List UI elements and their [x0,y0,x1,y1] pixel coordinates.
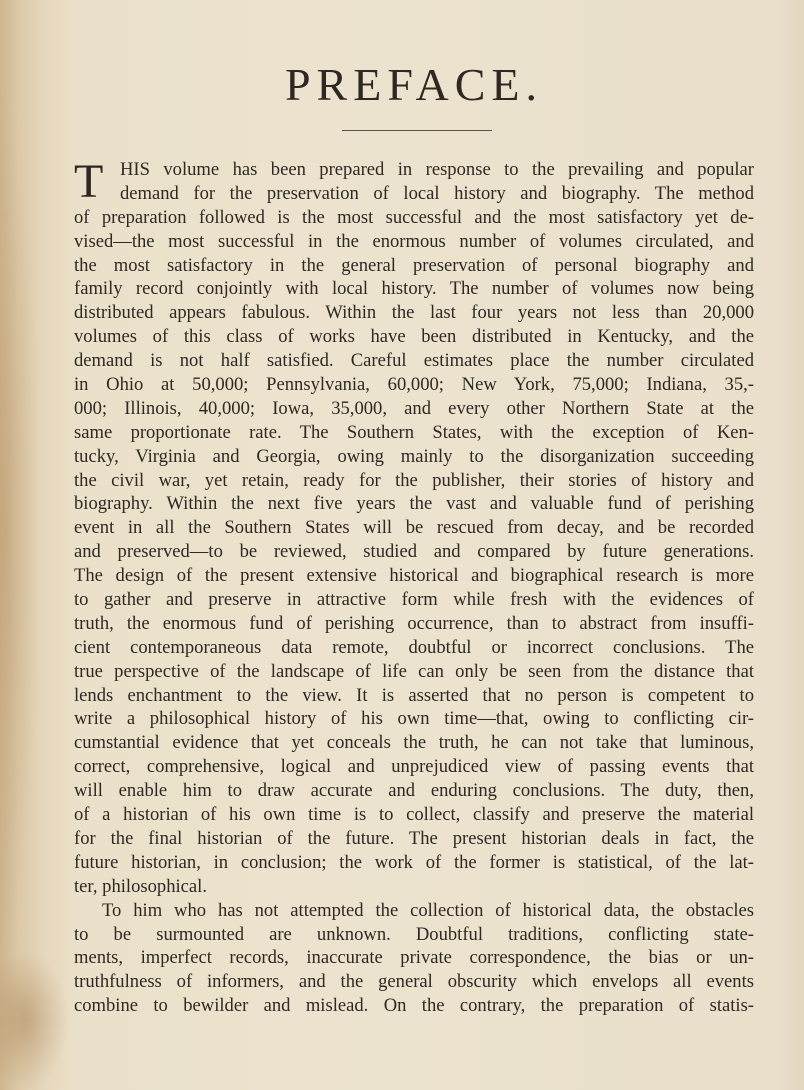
text-line: vised—the most successful in the enormous number of volumes circulated, and [74,230,754,252]
text-line: ter, philosophical. [74,875,207,897]
text-line: truth, the enormous fund of perishing occurrence, than to abstract from insuffi- [74,612,754,634]
title-rule [342,130,492,131]
text-line: same proportionate rate. The Southern States, with the exception of Ken- [74,421,754,443]
text-line: will enable him to draw accurate and enduring conclusions. The duty, then, [74,780,754,802]
text-line: HIS volume has been prepared in response to the prevailing and popular [120,159,754,180]
text-line: distributed appears fabulous. Within the last four years not less than 20,000 [74,302,754,324]
text-line: the most satisfactory in the general preservation of personal biography and [74,254,754,276]
page-title: PREFACE. [284,59,544,110]
text-line: the civil war, yet retain, ready for the publisher, their stories of history and [74,469,754,491]
preface-body [74,155,754,1018]
text-line: write a philosophical history of his own time—that, owing to conflicting cir- [74,708,754,730]
text-line: lends enchantment to the view. It is asserted that no person is competent to [74,684,754,706]
text-line: correct, comprehensive, logical and unprejudiced view of passing events that [74,756,754,778]
text-line: to gather and preserve in attractive form while fresh with the evidences of [74,589,754,611]
text-line: cient contemporaneous data remote, doubtful or incorrect conclusions. The [74,636,754,658]
page [74,0,754,1080]
text-line: for the final historian of the future. The present historian deals in fact, the [74,827,754,849]
text-line: of a historian of his own time is to collect, classify and preserve the material [74,804,754,826]
text-line: demand is not half satisfied. Careful estimates place the number circulated [74,350,754,372]
text-line: and preserved—to be reviewed, studied and compared by future generations. [74,541,754,563]
text-line: cumstantial evidence that yet conceals the truth, he can not take that luminous, [74,732,754,754]
text-line: truthfulness of informers, and the general obscurity which envelops all events [74,971,754,993]
text-line: 000; Illinois, 40,000; Iowa, 35,000, and every other Northern State at the [74,397,754,419]
text-line: ments, imperfect records, inaccurate private correspondence, the bias or un- [74,947,754,969]
page-stain [0,950,70,1090]
text-line: To him who has not attempted the collection of historical data, the obstacles [102,899,754,921]
text-line: event in all the Southern States will be rescued from decay, and be recorded [74,517,754,539]
text-line: biography. Within the next five years the vast and valuable fund of perishing [74,493,754,515]
text-line: future historian, in conclusion; the work of the former is statistical, of the lat- [74,851,754,873]
page-stain [0,80,40,980]
paragraph-2 [74,899,754,1018]
text-line: true perspective of the landscape of life can only be seen from the distance that [74,660,754,682]
text-line: of preparation followed is the most successful and the most satisfactory yet de- [74,206,754,228]
drop-cap [74,155,116,208]
text-line: demand for the preservation of local history and biography. The method [120,182,754,204]
text-line: in Ohio at 50,000; Pennsylvania, 60,000; New York, 75,000; Indiana, 35,- [74,374,754,396]
text-line: combine to bewilder and mislead. On the contrary, the preparation of statis- [74,995,754,1017]
drop-cap-letter: T [74,155,104,208]
text-line: tucky, Virginia and Georgia, owing mainly to the disorganization succeeding [74,445,754,467]
paragraph-1 [74,155,754,899]
text-line: family record conjointly with local history. The number of volumes now being [74,278,754,300]
text-line: volumes of this class of works have been distributed in Kentucky, and the [74,326,754,348]
text-line: The design of the present extensive historical and biographical research is more [74,565,754,587]
text-line: to be surmounted are unknown. Doubtful traditions, conflicting state- [74,923,754,945]
